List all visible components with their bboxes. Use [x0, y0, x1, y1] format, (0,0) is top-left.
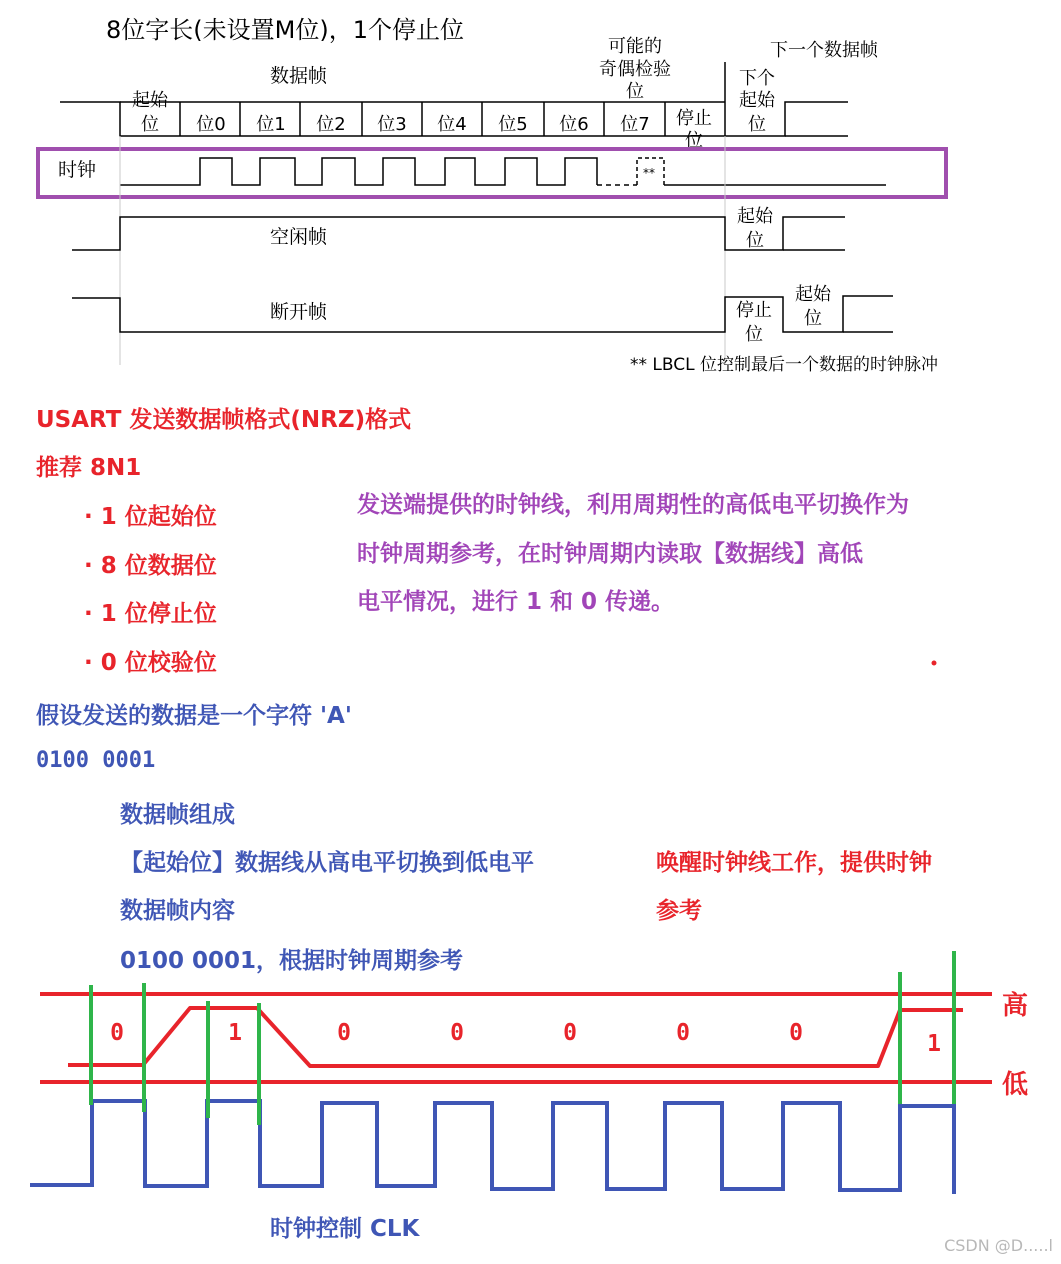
- bit-cell-6: 位6: [559, 114, 589, 135]
- clock-label: 时钟: [58, 159, 97, 181]
- stop-bit-line-1: 停止: [676, 108, 712, 129]
- bit-cell-7: 位7: [620, 114, 650, 135]
- clock-last-pulse-mark: **: [643, 166, 655, 180]
- idle-start-line-2: 位: [746, 230, 764, 251]
- bullet-parity-bit: · 0 位校验位: [84, 650, 217, 676]
- break-start-line-1: 起始: [795, 284, 831, 305]
- clk-label: 时钟控制 CLK: [270, 1216, 420, 1242]
- break-stop-line-2: 位: [745, 324, 763, 345]
- usart-format-title: USART 发送数据帧格式(NRZ)格式: [36, 407, 412, 433]
- start-bit-description: 【起始位】数据线从高电平切换到低电平: [120, 850, 534, 876]
- bit-cell-4: 位4: [437, 114, 467, 135]
- start-bit-line-1: 起始: [132, 90, 168, 111]
- recommend-8n1: 推荐 8N1: [36, 455, 142, 481]
- parity-label-line-2: 奇偶检验: [599, 59, 671, 80]
- break-start-line-2: 位: [804, 308, 822, 329]
- data-frame-label: 数据帧: [270, 65, 328, 87]
- bullet-start-bit: · 1 位起始位: [84, 504, 217, 530]
- clock-desc-line-3: 电平情况，进行 1 和 0 传递。: [357, 589, 675, 615]
- bit-value-6: 0: [789, 1020, 803, 1046]
- clock-desc-line-1: 发送端提供的时钟线，利用周期性的高低电平切换作为: [357, 492, 909, 518]
- parity-label-line-3: 位: [626, 81, 644, 102]
- bit-cell-1: 位1: [256, 114, 286, 135]
- bullet-data-bits: · 8 位数据位: [84, 553, 217, 579]
- frame-content-description: 0100 0001，根据时钟周期参考: [120, 948, 464, 974]
- clock-desc-line-2: 时钟周期参考，在时钟周期内读取【数据线】高低: [357, 541, 863, 567]
- bit-value-2: 0: [337, 1020, 351, 1046]
- bit-cell-0: 位0: [196, 114, 226, 135]
- lbcl-footnote: ** LBCL 位控制最后一个数据的时钟脉冲: [630, 355, 938, 375]
- bit-cell-5: 位5: [498, 114, 528, 135]
- bullet-stop-bit: · 1 位停止位: [84, 601, 217, 627]
- binary-of-a: 0100 0001: [36, 748, 156, 773]
- idle-frame-waveform: [72, 217, 845, 250]
- idle-frame-label: 空闲帧: [270, 226, 328, 248]
- wake-desc-line-1: 唤醒时钟线工作，提供时钟: [656, 850, 932, 876]
- break-frame-label: 断开帧: [270, 301, 328, 323]
- bit-cell-2: 位2: [316, 114, 346, 135]
- assume-char-a: 假设发送的数据是一个字符 'A': [36, 703, 352, 729]
- bit-value-0: 0: [110, 1020, 124, 1046]
- parity-label-line-1: 可能的: [608, 36, 662, 57]
- bit-value-7: 1: [927, 1031, 941, 1057]
- next-frame-label: 下一个数据帧: [770, 40, 878, 61]
- low-level-label: 低: [1002, 1070, 1029, 1100]
- clock-waveform: [120, 158, 597, 185]
- frame-composition-title: 数据帧组成: [120, 802, 235, 828]
- next-start-line-2: 起始: [739, 90, 775, 111]
- idle-start-line-1: 起始: [737, 206, 773, 227]
- wake-desc-line-2: 参考: [656, 898, 702, 924]
- frame-format-title: 8位字长(未设置M位)，1个停止位: [106, 16, 464, 44]
- clock-highlight-box: [38, 149, 946, 197]
- bit-value-1: 1: [228, 1020, 242, 1046]
- bit-value-4: 0: [563, 1020, 577, 1046]
- high-level-label: 高: [1002, 991, 1029, 1021]
- csdn-watermark: CSDN @D.....l: [944, 1236, 1053, 1255]
- stop-bit-line-2: 位: [685, 130, 703, 151]
- start-bit-line-2: 位: [141, 114, 159, 135]
- break-stop-line-1: 停止: [736, 300, 772, 321]
- bit-cell-3: 位3: [377, 114, 407, 135]
- bit-value-5: 0: [676, 1020, 690, 1046]
- next-start-line-3: 位: [748, 114, 766, 135]
- bit-value-3: 0: [450, 1020, 464, 1046]
- frame-content-title: 数据帧内容: [120, 898, 235, 924]
- next-start-line-1: 下个: [739, 68, 775, 89]
